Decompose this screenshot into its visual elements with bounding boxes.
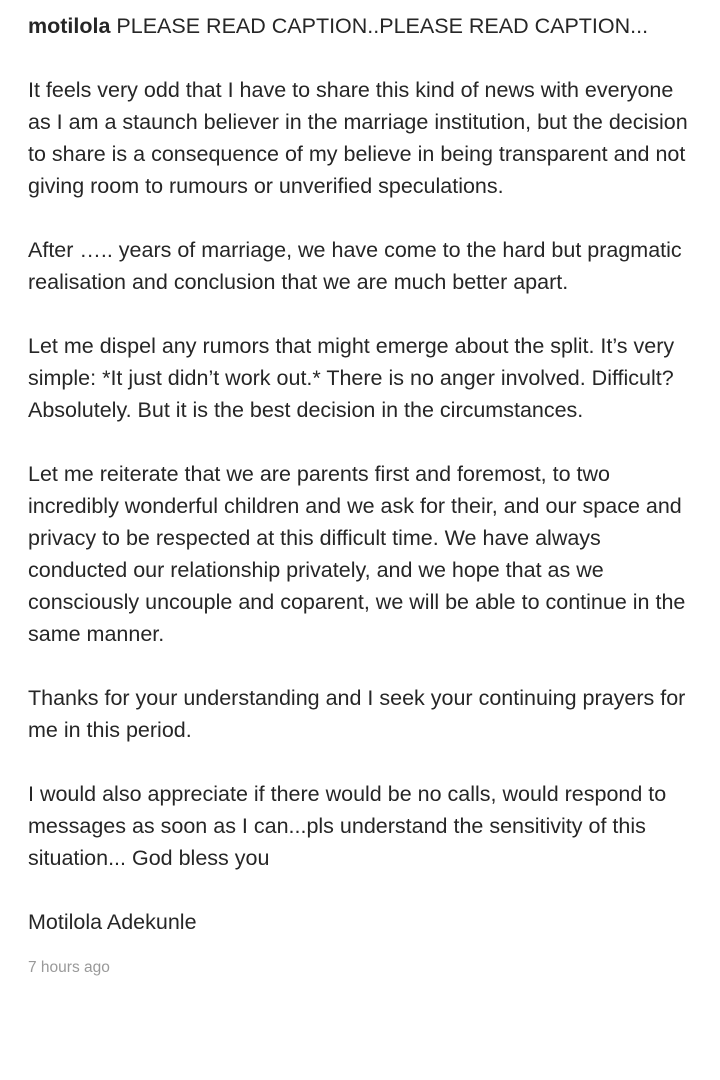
caption-signature: Motilola Adekunle xyxy=(28,910,197,934)
caption-paragraph-2: After ….. years of marriage, we have come to the hard but pragmatic realisation and conclusion that we are much better apart. xyxy=(28,238,682,294)
caption-paragraph-5: Thanks for your understanding and I seek your continuing prayers for me in this period. xyxy=(28,686,686,742)
caption-paragraph-4: Let me reiterate that we are parents first and foremost, to two incredibly wonderful children and we ask for their, and our space and privacy to be respected at this difficult time. We have always conducted our relationship privately, and we hope that as we consciously uncouple and coparent, we will be able to continue in the same manner. xyxy=(28,462,686,646)
caption-text xyxy=(28,10,692,938)
caption-first-line xyxy=(28,10,692,42)
caption-paragraph-1: It feels very odd that I have to share this kind of news with everyone as I am a staunch believer in the marriage institution, but the decision to share is a consequence of my believe in being transparent and not giving room to rumours or unverified speculations. xyxy=(28,78,688,198)
username-link[interactable]: motilola xyxy=(28,14,111,38)
caption-paragraph-3: Let me dispel any rumors that might emerge about the split. It’s very simple: *It just didn’t work out.* There is no anger involved. Difficult? Absolutely. But it is the best decision in the circumstances. xyxy=(28,334,675,422)
post-timestamp[interactable]: 7 hours ago xyxy=(28,959,110,976)
caption-paragraph-6: I would also appreciate if there would be no calls, would respond to messages as soon as I can...pls understand the sensitivity of this situation... God bless you xyxy=(28,782,667,870)
caption-headline: PLEASE READ CAPTION..PLEASE READ CAPTION... xyxy=(116,14,649,38)
